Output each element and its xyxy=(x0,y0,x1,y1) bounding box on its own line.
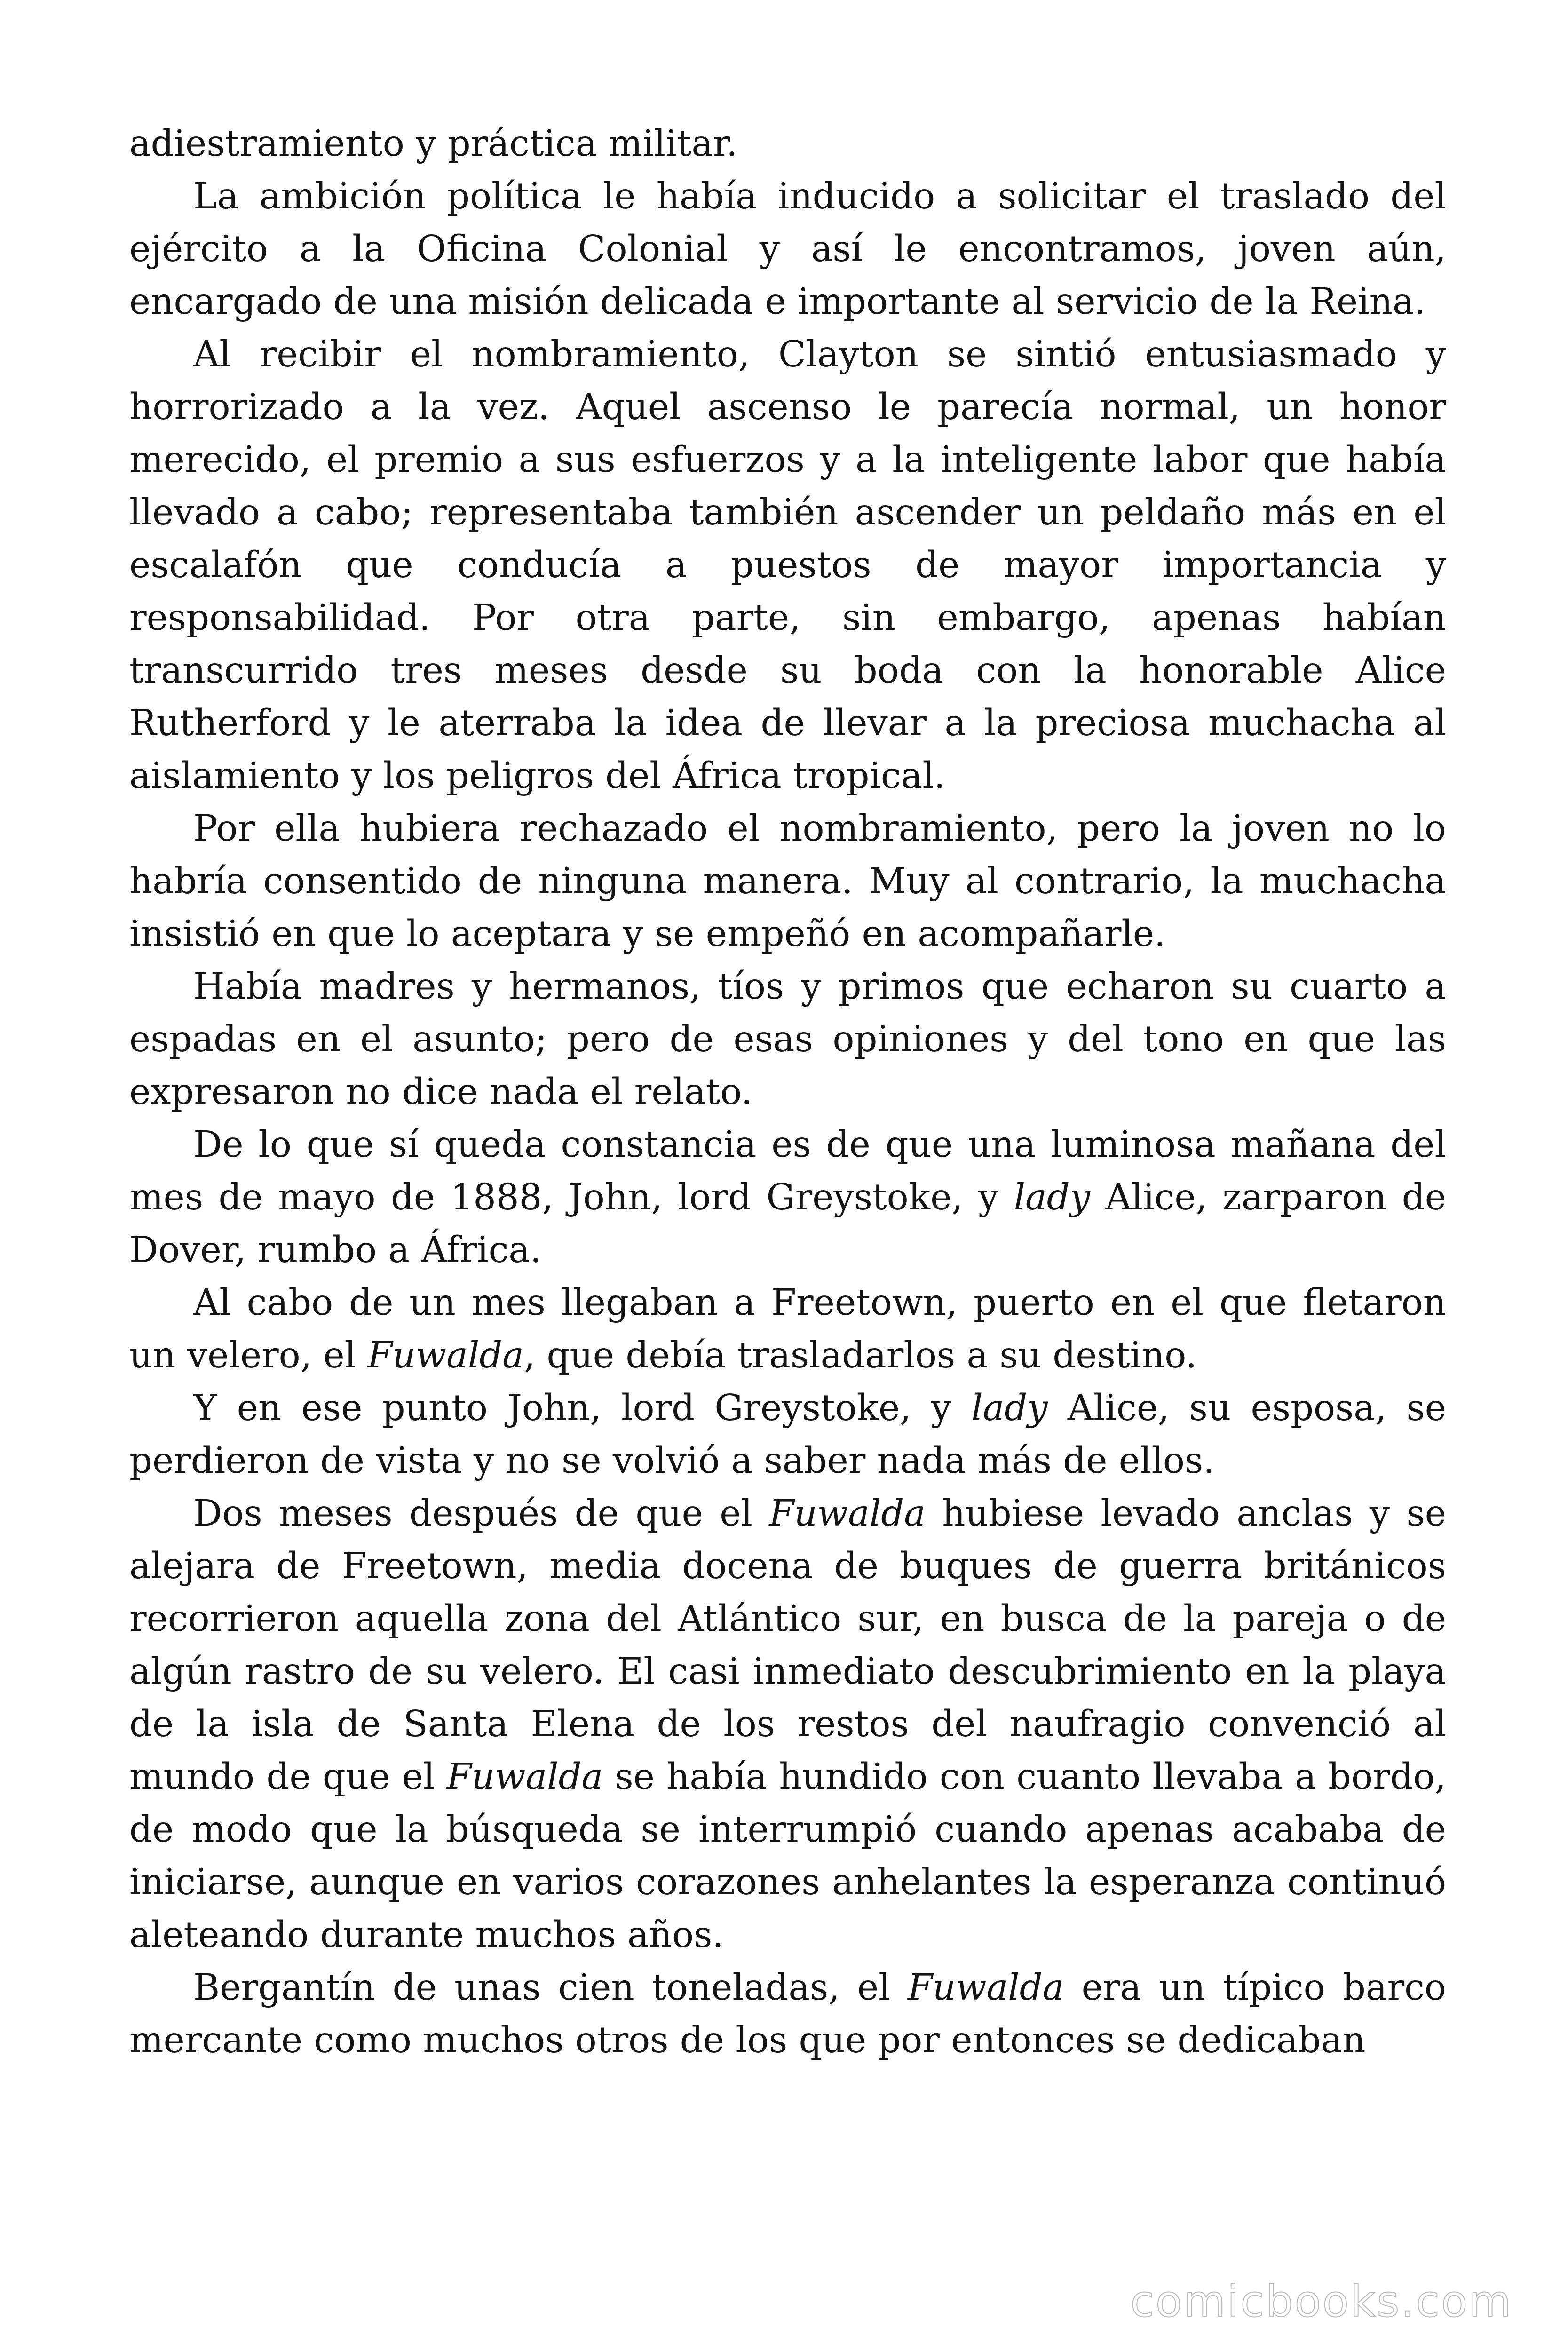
paragraph xyxy=(129,803,1446,961)
paragraph xyxy=(129,170,1446,328)
italic-text: Fuwalda xyxy=(367,1335,524,1376)
text-run: Había madres y hermanos, tíos y primos que echaron su cuarto a espadas en el asunto; pero de esas opiniones y del tono en que las expresaron no dice nada el relato. xyxy=(129,966,1446,1113)
italic-text: lady xyxy=(971,1387,1048,1429)
book-page-text xyxy=(129,118,1446,2067)
paragraph xyxy=(129,328,1446,803)
text-run: Dos meses después de que el xyxy=(193,1493,769,1534)
italic-text: lady xyxy=(1014,1176,1090,1218)
paragraph xyxy=(129,1119,1446,1277)
paragraph xyxy=(129,1487,1446,1962)
text-run: La ambición política le había inducido a solicitar el traslado del ejército a la Oficina Colonial y así le encontramos, joven aún, encargado de una misión delicada e importante al servicio de la Reina. xyxy=(129,175,1446,323)
text-run: se había hundido con cuanto llevaba a bordo, de modo que la búsqueda se interrumpió cuando apenas acababa de iniciarse, aunque en varios corazones anhelantes la esperanza continuó aleteando durante muchos años. xyxy=(129,1756,1446,1956)
italic-text: Fuwalda xyxy=(907,1967,1064,2009)
paragraph xyxy=(129,1277,1446,1382)
text-run: era un típico barco mercante como muchos otros de los que por entonces se dedicaban xyxy=(129,1967,1446,2061)
paragraph xyxy=(129,1962,1446,2067)
text-run: hubiese levado anclas y se alejara de Freetown, media docena de buques de guerra británicos recorrieron aquella zona del Atlántico sur, en busca de la pareja o de algún rastro de su velero. El casi inmediato descubrimiento en la playa de la isla de Santa Elena de los restos del naufragio convenció al mundo de que el xyxy=(129,1493,1446,1798)
paragraph xyxy=(129,1382,1446,1487)
text-run: Bergantín de unas cien toneladas, el xyxy=(193,1967,908,2009)
watermark: comicbooks.com xyxy=(1130,2276,1513,2327)
text-run: Por ella hubiera rechazado el nombramiento, pero la joven no lo habría consentido de ninguna manera. Muy al contrario, la muchacha insistió en que lo aceptara y se empeñó en acompañarle. xyxy=(129,808,1446,955)
text-run: Y en ese punto John, lord Greystoke, y xyxy=(193,1387,972,1429)
italic-text: Fuwalda xyxy=(769,1493,926,1534)
text-run: De lo que sí queda constancia es de que una luminosa mañana del mes de mayo de 1888, John, lord Greystoke, y xyxy=(129,1124,1446,1218)
paragraph xyxy=(129,961,1446,1119)
italic-text: Fuwalda xyxy=(446,1756,603,1798)
text-run: Al cabo de un mes llegaban a Freetown, puerto en el que fletaron un velero, el xyxy=(129,1282,1446,1376)
paragraph xyxy=(129,118,1446,170)
text-run: adiestramiento y práctica militar. xyxy=(129,123,738,165)
text-run: Al recibir el nombramiento, Clayton se sintió entusiasmado y horrorizado a la vez. Aquel ascenso le parecía normal, un honor merecido, el premio a sus esfuerzos y a la inteligente labor que había llevado a cabo; representaba también ascender un peldaño más en el escalafón que conducía a puestos de mayor importancia y responsabilidad. Por otra parte, sin embargo, apenas habían transcurrido tres meses desde su boda con la honorable Alice Rutherford y le aterraba la idea de llevar a la preciosa muchacha al aislamiento y los peligros del África tropical. xyxy=(129,334,1446,797)
text-run: Alice, su esposa, se perdieron de vista y no se volvió a saber nada más de ellos. xyxy=(129,1387,1447,1482)
text-run: Alice, zarparon de Dover, rumbo a África. xyxy=(129,1176,1447,1271)
text-run: , que debía trasladarlos a su destino. xyxy=(523,1335,1197,1376)
